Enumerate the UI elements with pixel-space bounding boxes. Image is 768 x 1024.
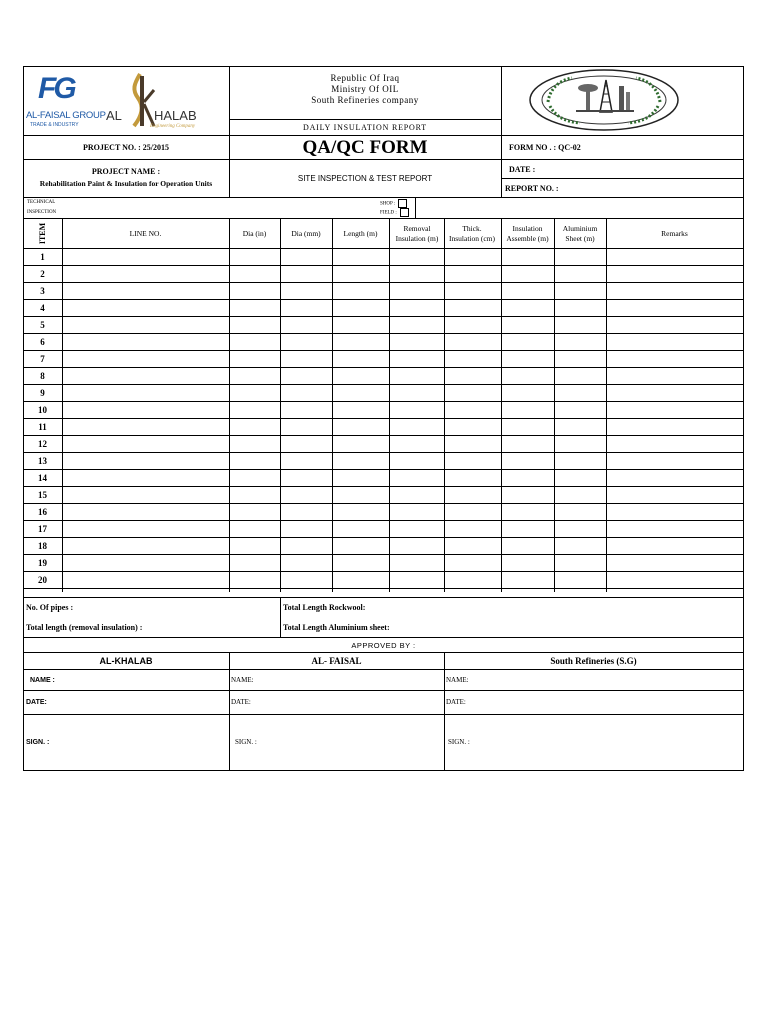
table-row-item-number: 7 <box>40 354 45 364</box>
inspection-label: INSPECTION <box>27 210 57 215</box>
field-checkbox-row <box>380 208 409 217</box>
col-header-length: Length (m) <box>343 229 378 238</box>
table-row-item-number: 5 <box>40 320 45 330</box>
project-number: PROJECT NO. : 25/2015 <box>82 143 170 152</box>
table-row-divider <box>23 435 744 436</box>
report-number-label: REPORT NO. : <box>505 183 559 193</box>
alfaisal-sign-label: SIGN. : <box>235 738 257 746</box>
col-header-line-no: LINE NO. <box>129 229 162 238</box>
table-row-divider <box>23 282 744 283</box>
table-row-item-number: 10 <box>38 405 47 415</box>
field-checkbox[interactable] <box>400 208 409 217</box>
shop-label: SHOP : <box>380 201 396 207</box>
alkhalab-name-label: NAME : <box>30 676 55 684</box>
table-row-divider <box>23 486 744 487</box>
approver-alkhalab: AL-KHALAB <box>99 656 153 666</box>
total-rockwool-label: Total Length Rockwool: <box>283 602 366 612</box>
field-label: FIELD : <box>380 210 397 216</box>
header-line-3: South Refineries company <box>311 95 419 105</box>
header-line-2: Ministry Of OIL <box>331 84 399 94</box>
col-header-thick-insulation: Thick. Insulation (cm) <box>448 223 496 243</box>
report-title: DAILY INSULATION REPORT <box>303 123 427 132</box>
south-refineries-date-label: DATE: <box>446 698 466 706</box>
col-header-item: ITEM <box>38 222 47 245</box>
date-label: DATE : <box>509 164 536 174</box>
alkhalab-emblem-icon <box>118 70 158 130</box>
col-header-dia-mm: Dia (mm) <box>291 229 321 238</box>
table-row-item-number: 11 <box>38 422 47 432</box>
shop-checkbox[interactable] <box>398 199 407 208</box>
south-refineries-name-label: NAME: <box>446 676 469 684</box>
total-removal-label: Total length (removal insulation) : <box>26 622 143 632</box>
technical-label: TECHNICAL <box>27 200 56 205</box>
alkhalab-date-label: DATE: <box>26 698 47 706</box>
table-row-item-number: 19 <box>38 558 47 568</box>
col-header-remarks: Remarks <box>661 229 688 238</box>
table-row-item-number: 2 <box>40 269 45 279</box>
col-header-removal-insulation: Removal Insulation (m) <box>395 223 439 243</box>
table-row-divider <box>23 299 744 300</box>
approver-alfaisal: AL- FAISAL <box>311 656 362 666</box>
table-row-item-number: 8 <box>40 371 45 381</box>
alkhalab-logo-al: AL <box>106 108 122 123</box>
table-row-divider <box>23 554 744 555</box>
table-row-divider <box>23 367 744 368</box>
table-row-divider <box>23 503 744 504</box>
table-row-divider <box>23 333 744 334</box>
header-line-1: Republic Of Iraq <box>330 73 400 83</box>
alkhalab-logo-tag: Engineering Company <box>150 124 196 129</box>
south-refineries-seal <box>526 68 682 132</box>
alfaisal-logo-name: AL-FAISAL GROUP <box>26 110 106 121</box>
table-row-item-number: 18 <box>38 541 47 551</box>
col-header-insulation-assemble: Insulation Assemble (m) <box>506 223 549 243</box>
alfaisal-logo <box>26 72 106 128</box>
table-row-item-number: 16 <box>38 507 47 517</box>
table-row-item-number: 13 <box>38 456 47 466</box>
site-inspection-title: SITE INSPECTION & TEST REPORT <box>297 174 433 183</box>
table-row-divider <box>23 418 744 419</box>
table-row-item-number: 17 <box>38 524 47 534</box>
col-header-aluminium-sheet: Aluminium Sheet (m) <box>562 223 598 243</box>
form-title: QA/QC FORM <box>302 136 428 158</box>
alkhalab-logo <box>106 70 202 134</box>
table-row-item-number: 4 <box>40 303 45 313</box>
table-row-item-number: 15 <box>38 490 47 500</box>
alkhalab-sign-label: SIGN. : <box>26 738 50 746</box>
project-name-value: Rehabilitation Paint & Insulation for Operation Units <box>39 178 213 188</box>
table-row-divider <box>23 520 744 521</box>
table-row-divider <box>23 537 744 538</box>
table-row-divider <box>23 350 744 351</box>
table-row-divider <box>23 265 744 266</box>
table-row-item-number: 12 <box>38 439 47 449</box>
table-row-divider <box>23 588 744 589</box>
table-row-item-number: 9 <box>40 388 45 398</box>
alfaisal-logo-mark: FG <box>38 72 74 105</box>
approved-by-label: APPROVED BY : <box>351 640 416 650</box>
table-row-divider <box>23 452 744 453</box>
table-row-divider <box>23 469 744 470</box>
alfaisal-logo-sub: TRADE & INDUSTRY <box>30 122 79 128</box>
alfaisal-name-label: NAME: <box>231 676 254 684</box>
table-row-item-number: 3 <box>40 286 45 296</box>
south-refineries-sign-label: SIGN. : <box>448 738 470 746</box>
table-row-divider <box>23 401 744 402</box>
alkhalab-logo-halab: HALAB <box>154 108 197 123</box>
project-name-label: PROJECT NAME : <box>91 167 161 176</box>
approver-south-refineries: South Refineries (S.G) <box>550 656 637 666</box>
south-refineries-seal-icon <box>526 68 682 132</box>
table-row-divider <box>23 384 744 385</box>
total-aluminium-label: Total Length Aluminium sheet: <box>283 622 390 632</box>
table-row-item-number: 20 <box>38 575 47 585</box>
table-row-item-number: 6 <box>40 337 45 347</box>
table-row-divider <box>23 316 744 317</box>
col-header-dia-in: Dia (in) <box>242 229 267 238</box>
form-number: FORM NO . : QC-02 <box>509 143 581 152</box>
table-row-item-number: 14 <box>38 473 47 483</box>
table-row-item-number: 1 <box>40 252 45 262</box>
table-row-divider <box>23 571 744 572</box>
shop-checkbox-row <box>380 199 407 208</box>
no-of-pipes-label: No. Of pipes : <box>26 602 74 612</box>
alfaisal-date-label: DATE: <box>231 698 251 706</box>
